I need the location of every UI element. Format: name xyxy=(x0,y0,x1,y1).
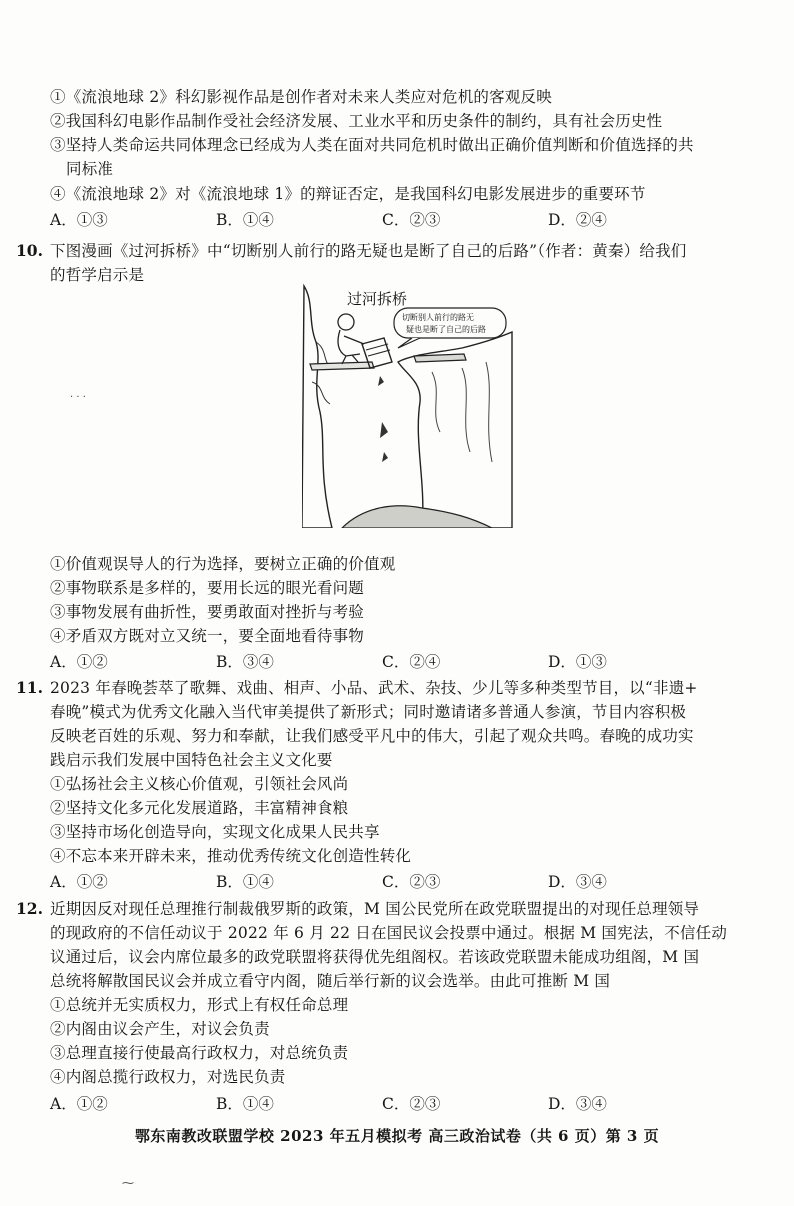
page-footer: 鄂东南教改联盟学校 2023 年五月模拟考 高三政治试卷（共 6 页）第 3 页 xyxy=(134,1127,660,1145)
q9-item-1: ①《流浪地球 2》科幻影视作品是创作者对未来人类应对危机的客观反映 xyxy=(50,88,552,106)
q12-stem-4: 总统将解散国民议会并成立看守内阁，随后举行新的议会选举。由此可推断 M 国 xyxy=(50,972,611,990)
q9-item-4: ④《流浪地球 2》对《流浪地球 1》的辩证否定，是我国科幻电影发展进步的重要环节 xyxy=(50,185,646,203)
q10-item-4: ④矛盾双方既对立又统一，要全面地看待事物 xyxy=(50,627,365,645)
q9-option-c: C．②③ xyxy=(382,211,441,229)
q9-option-b: B．①④ xyxy=(216,211,274,229)
q12-item-4: ④内阁总揽行政权力，对选民负责 xyxy=(50,1068,286,1086)
q11-stem-1: 2023 年春晚荟萃了歌舞、戏曲、相声、小品、武术、杂技、少儿等多种类型节目，以“非遗+ xyxy=(50,679,698,697)
cartoon-title: 过河拆桥 xyxy=(347,290,408,308)
q11-number: 11. xyxy=(16,678,43,697)
q12-option-c: C．②③ xyxy=(382,1095,441,1113)
q11-item-1: ①弘扬社会主义核心价值观，引领社会风尚 xyxy=(50,775,349,793)
q12-option-a: A．①② xyxy=(50,1095,108,1113)
q10-item-1: ①价值观误导人的行为选择，要树立正确的价值观 xyxy=(50,555,396,573)
q12-stem-1: 近期因反对现任总理推行制裁俄罗斯的政策，M 国公民党所在政党联盟提出的对现任总理领导 xyxy=(50,900,700,918)
q12-option-b: B．①④ xyxy=(216,1095,274,1113)
q11-option-a: A．①② xyxy=(50,873,108,891)
q11-option-c: C．②③ xyxy=(382,873,441,891)
q11-item-4: ④不忘本来开辟未来，推动优秀传统文化创造性转化 xyxy=(50,847,412,865)
q11-item-3: ③坚持市场化创造导向，实现文化成果人民共享 xyxy=(50,823,380,841)
q12-option-d: D．③④ xyxy=(548,1095,607,1113)
q12-stem-3: 议通过后，议会内席位最多的政党联盟将获得优先组阁权。若该政党联盟未能成功组阁，M 国 xyxy=(50,948,700,966)
q11-stem-4: 践启示我们发展中国特色社会主义文化要 xyxy=(50,751,333,769)
cartoon-bubble-line2: 疑也是断了自己的后路 xyxy=(406,325,486,334)
q10-item-2: ②事物联系是多样的，要用长远的眼光看问题 xyxy=(50,579,365,597)
q10-stem-2: 的哲学启示是 xyxy=(50,266,145,284)
q12-item-3: ③总理直接行使最高行政权力，对总统负责 xyxy=(50,1044,349,1062)
q9-option-d: D．②④ xyxy=(548,211,607,229)
cartoon-bridge xyxy=(302,282,514,528)
q10-stem-1: 下图漫画《过河拆桥》中“切断别人前行的路无疑也是断了自己的后路”（作者：黄秦）给我们 xyxy=(50,242,687,260)
q11-item-2: ②坚持文化多元化发展道路，丰富精神食粮 xyxy=(50,799,349,817)
q11-stem-3: 反映老百姓的乐观、努力和奉献，让我们感受平凡中的伟大，引起了观众共鸣。春晚的成功实 xyxy=(50,727,694,745)
q11-stem-2: 春晚”模式为优秀文化融入当代审美提供了新形式；同时邀请诸多普通人参演，节目内容积极 xyxy=(50,703,687,721)
q12-stem-2: 的现政府的不信任动议于 2022 年 6 月 22 日在国民议会投票中通过。根据 M 国宪法，不信任动 xyxy=(50,924,728,942)
cartoon-bubble-line1: 切断别人前行的路无 xyxy=(402,313,474,322)
q10-option-b: B．③④ xyxy=(216,653,274,671)
q10-option-d: D．①③ xyxy=(548,653,607,671)
q11-option-d: D．③④ xyxy=(548,873,607,891)
q9-item-3: ③坚持人类命运共同体理念已经成为人类在面对共同危机时做出正确价值判断和价值选择的共 xyxy=(50,136,694,154)
q10-option-a: A．①② xyxy=(50,653,108,671)
q12-item-2: ②内阁由议会产生，对议会负责 xyxy=(50,1020,270,1038)
q12-number: 12. xyxy=(16,899,43,918)
q10-item-3: ③事物发展有曲折性，要勇敢面对挫折与考验 xyxy=(50,603,365,621)
q9-option-a: A．①③ xyxy=(50,211,108,229)
q12-item-1: ①总统并无实质权力，形式上有权任命总理 xyxy=(50,996,349,1014)
q10-option-c: C．②④ xyxy=(382,653,441,671)
q10-number: 10. xyxy=(16,241,43,260)
q11-option-b: B．①④ xyxy=(216,873,274,891)
q9-item-3-cont: 同标准 xyxy=(66,160,114,178)
q9-item-2: ②我国科幻电影作品制作受社会经济发展、工业水平和历史条件的制约，具有社会历史性 xyxy=(50,112,663,130)
scan-dots: · · · xyxy=(70,392,86,403)
scan-speck: ⁓ xyxy=(122,1176,134,1190)
